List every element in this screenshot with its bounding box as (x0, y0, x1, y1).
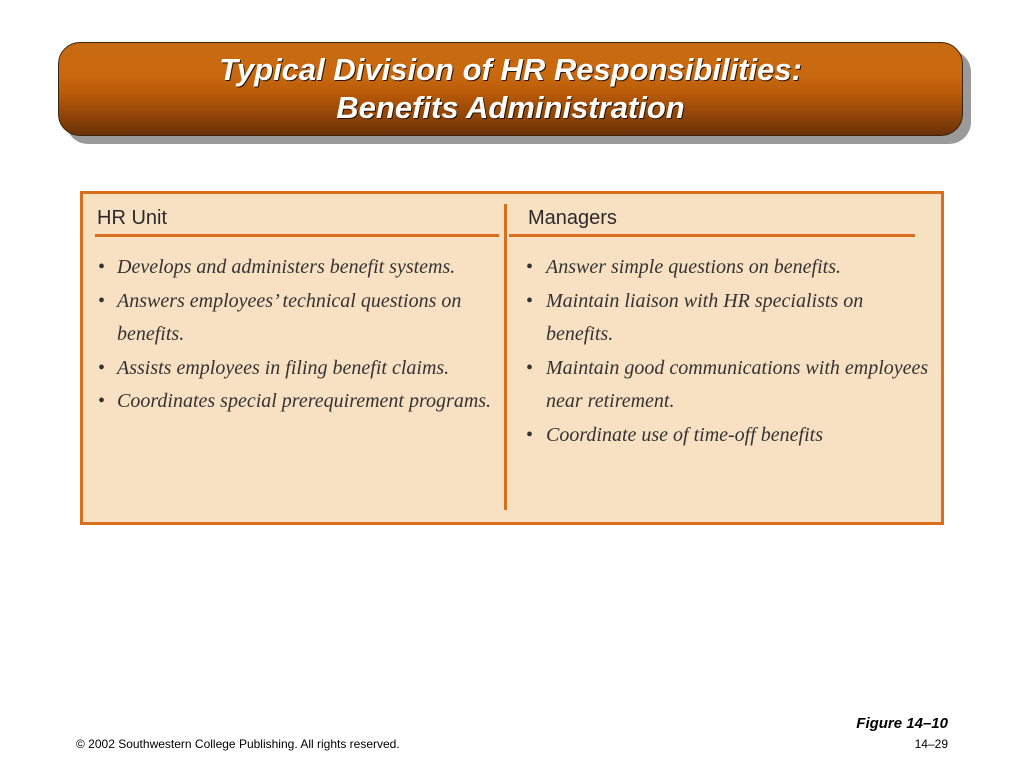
list-item (509, 419, 929, 453)
hr-unit-item-text: Coordinates special prerequirement programs. (117, 390, 492, 412)
bullet-icon: • (98, 256, 106, 278)
managers-item-text: Maintain liaison with HR specialists on benefits. (546, 289, 864, 345)
bullet-icon: • (98, 390, 106, 412)
managers-header: Managers (509, 204, 915, 237)
hr-unit-item-text: Develops and administers benefit systems. (117, 256, 456, 278)
hr-unit-list (95, 251, 505, 419)
bullet-icon: • (526, 423, 534, 446)
list-item (95, 251, 505, 285)
title-banner (58, 42, 963, 136)
managers-column (509, 194, 929, 522)
list-item (509, 251, 929, 285)
bullet-icon: • (526, 356, 534, 379)
bullet-icon: • (98, 356, 106, 379)
list-item (509, 285, 929, 352)
managers-list (509, 251, 929, 452)
figure-label: Figure 14–10 (856, 715, 948, 732)
list-item (509, 352, 929, 419)
managers-item-text: Maintain good communications with employees near retirement. (546, 356, 929, 412)
bullet-icon: • (526, 256, 534, 278)
managers-item-text: Answer simple questions on benefits. (546, 256, 841, 278)
list-item (95, 385, 505, 419)
hr-unit-header: HR Unit (95, 204, 499, 237)
bullet-icon: • (98, 289, 106, 312)
managers-item-text: Coordinate use of time-off benefits (546, 423, 824, 446)
hr-unit-item-text: Assists employees in filing benefit claims. (117, 356, 450, 379)
list-item (95, 352, 505, 386)
responsibilities-table (80, 191, 944, 525)
slide-title-line-1: Typical Division of HR Responsibilities: (219, 52, 802, 87)
slide-number: 14–29 (914, 737, 948, 751)
hr-unit-column (95, 194, 505, 522)
hr-unit-item-text: Answers employees’ technical questions on benefits. (117, 289, 462, 345)
list-item (95, 285, 505, 352)
copyright-notice: © 2002 Southwestern College Publishing. All rights reserved. (76, 737, 400, 751)
column-divider (504, 204, 507, 510)
bullet-icon: • (526, 289, 534, 312)
slide-title-line-2: Benefits Administration (336, 90, 685, 125)
